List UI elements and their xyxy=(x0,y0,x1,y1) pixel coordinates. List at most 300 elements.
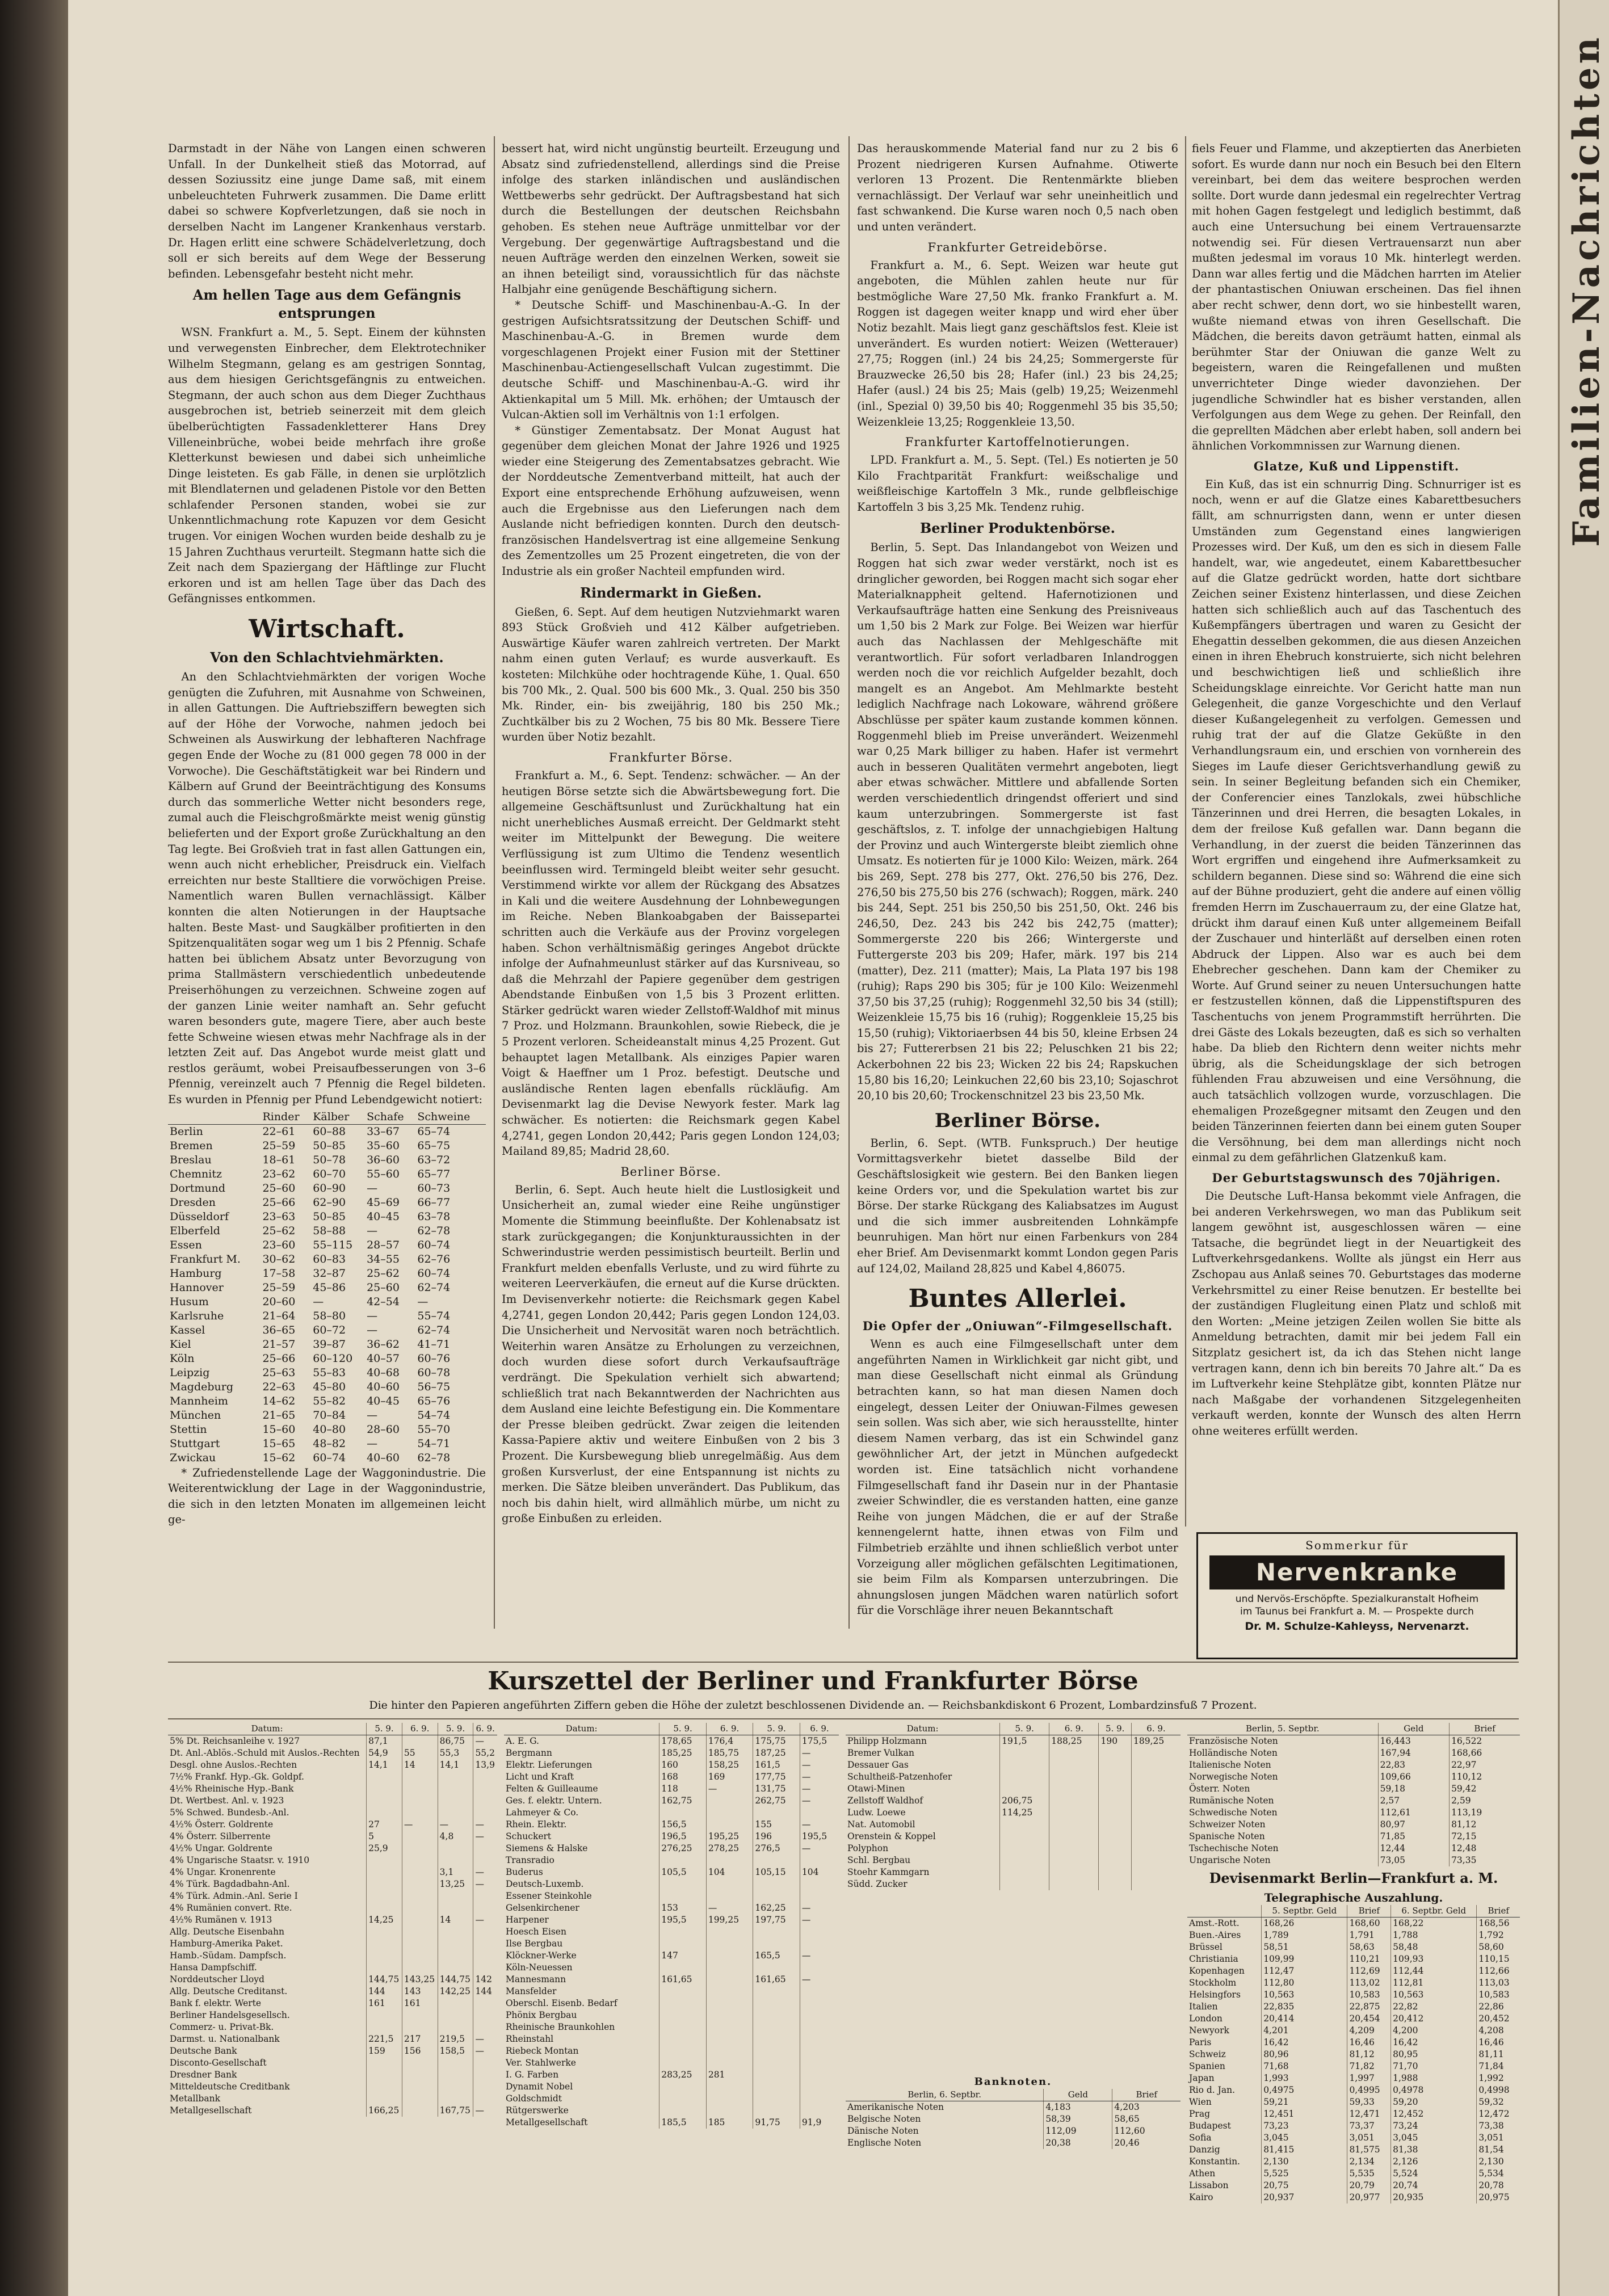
kurs-row xyxy=(168,1735,497,1748)
kurs-row-cell xyxy=(753,1807,800,1819)
devisen-row-cell: 2,134 xyxy=(1347,2156,1391,2168)
cattle-table-row-cell: 62–90 xyxy=(313,1196,346,1209)
cattle-table-row-cell: Dortmund xyxy=(170,1181,226,1195)
cattle-table-row-cell: 60–78 xyxy=(417,1366,451,1379)
kurs-row-cell xyxy=(659,2057,707,2069)
devisen-row-cell: 58,51 xyxy=(1262,1941,1347,1953)
devisen-row-cell: Lissabon xyxy=(1189,2180,1229,2190)
kurs-row-cell xyxy=(473,1855,497,1866)
kurs-row-cell xyxy=(800,2057,839,2069)
kurs-row-cell xyxy=(659,1926,707,1938)
devisen-row-cell: 10,563 xyxy=(1262,1989,1347,2001)
devisen-row-cell: 5,534 xyxy=(1477,2168,1520,2180)
produkten-article: Berlin, 5. Sept. Das Inlandangebot von Weizen und Roggen hat sich zwar weder verstärkt, noch ist es dringlicher geworden, bei Roggen macht sich sogar eher Materialknappheit geltend. Hafernotizionen und Verkaufsaufträge hatten eine Senkung des Preisniveaus um 1,50 bis 2 Mark zur Folge. Bei Weizen war hierfür auch das Nachlassen der Mehlgeschäfte mit verantwortlich. Für sofort verladbaren Inlandroggen werden noch die vor reichlich Aufgelder bezahlt, doch mangelt es an Angebot. Am Mehlmarkte besteht lediglich Nachfrage nach Lokoware, während größere Abschlüsse per später kaum zustande kommen können. Roggenmehl blieb im Preise unverändert. Weizenmehl war 0,25 Mark billiger zu haben. Hafer ist vermehrt auch in besseren Qualitäten vermehrt angeboten, liegt aber etwas schwächer. Mittlere und abfallende Sorten werden verschiedentlich dringendst offeriert und sind kaum unterzubringen. Sommergerste ist fast geschäftslos, z. T. infolge der unnachgiebigen Haltung der Provinz und auch Wintergerste bleibt ziemlich ohne Umsatz. Es notierten für je 1000 Kilo: Weizen, märk. 264 bis 269, Sept. 278 bis 277, Okt. 276,50 bis 276, Dez. 276,50 bis 275,50 bis 276 (schwach); Roggen, märk. 240 bis 244, Sept. 251 bis 250,50 bis 251,50, Okt. 246 bis 246,50, Dez. 243 bis 242 bis 242,75 (matter); Sommergerste 220 bis 266; Wintergerste und Futtergerste 203 bis 209; Hafer, märk. 197 bis 214 (matter), Dez. 211 (matter); Mais, La Plata 197 bis 198 (ruhig); Raps 290 bis 305; für je 100 Kilo: Weizenmehl 37,50 bis 37,25 (ruhig); Roggenmehl 32,50 bis 34 (still); Weizenkleie 15,75 bis 16 (ruhig); Roggenkleie 15,25 bis 15,50 (ruhig); Viktoriaerbsen 44 bis 50, kleine Erbsen 24 bis 27; Futtererbsen 21 bis 22; Peluschken 21 bis 22; Ackerbohnen 22 bis 23; Wicken 22 bis 24; Rapskuchen 15,80 bis 16,20; Leinkuchen 22,60 bis 23,10; Sojaschrot 20,10 bis 20,60; Trockenschnitzel 23 bis 23,50 Mk. xyxy=(857,541,1178,1103)
kurs-row-cell: Commerz- u. Privat-Bk. xyxy=(170,2022,274,2032)
kurs-row-cell xyxy=(438,2009,473,2021)
cattle-table-header: Schafe xyxy=(365,1110,415,1125)
cattle-table-header xyxy=(168,1110,261,1125)
devisen-row-cell: 2,130 xyxy=(1262,2156,1347,2168)
cattle-table-row-cell: 35–60 xyxy=(367,1139,400,1152)
cattle-table-row-cell: — xyxy=(367,1309,378,1322)
kurs-row-cell: Bremer Vulkan xyxy=(847,1748,914,1758)
kurs-row-cell: 160 xyxy=(659,1759,707,1771)
cattle-table-row-cell: 25–66 xyxy=(262,1352,296,1365)
sorten-row-cell: Österr. Noten xyxy=(1189,1784,1250,1794)
kurs-header-row-cell: Datum: xyxy=(846,1723,1000,1735)
kurs-row-cell: 278,25 xyxy=(706,1843,753,1855)
kurs-row xyxy=(168,1771,497,1783)
sorten-row-cell: 109,66 xyxy=(1378,1771,1449,1783)
cattle-table-row-cell: 62–78 xyxy=(417,1451,451,1464)
kurs-row-cell: 199,25 xyxy=(706,1914,753,1926)
cattle-table-row-cell: 30–62 xyxy=(262,1252,296,1265)
devisen-row xyxy=(1187,2144,1520,2156)
sorten-row-cell: 59,18 xyxy=(1378,1783,1449,1795)
sorten-header-cell: Berlin, 5. Septbr. xyxy=(1187,1723,1378,1735)
kurs-row-cell: Oberschl. Eisenb. Bedarf xyxy=(506,1998,617,2008)
sorten-row xyxy=(1187,1819,1520,1831)
sorten-row-cell: 12,44 xyxy=(1378,1843,1449,1855)
kurs-row-cell xyxy=(367,1855,402,1866)
kurs-row-cell: 166,25 xyxy=(367,2105,402,2117)
devisen-row-cell: 20,78 xyxy=(1477,2180,1520,2192)
devisen-row-cell: 10,583 xyxy=(1347,1989,1391,2001)
kurs-row xyxy=(504,2045,839,2057)
cattle-table-row xyxy=(168,1380,486,1394)
cattle-table-row-cell: — xyxy=(367,1181,378,1195)
kurs-row-cell xyxy=(402,1807,438,1819)
kurs-row-cell xyxy=(800,1855,839,1866)
kurs-row-cell: 165,5 xyxy=(753,1950,800,1962)
devisen-row-cell: Danzig xyxy=(1189,2144,1220,2155)
kurs-row-cell: 156 xyxy=(402,2045,438,2057)
kurs-row-cell: Darmst. u. Nationalbank xyxy=(170,2034,280,2044)
devisen-row-cell: 112,80 xyxy=(1262,1977,1347,1989)
section-title-buntes: Buntes Allerlei. xyxy=(908,1284,1127,1314)
sorten-row xyxy=(1187,1747,1520,1759)
kurs-row-cell xyxy=(800,1878,839,1890)
cattle-table-row-cell: 36–65 xyxy=(262,1323,296,1336)
devisen-row xyxy=(1187,1989,1520,2001)
kurs-row-cell: 142,25 xyxy=(438,1986,473,1998)
kurs-row-cell: Ludw. Loewe xyxy=(847,1807,906,1818)
kurs-row-cell: — xyxy=(800,1795,839,1807)
banknoten-row-cell: 112,09 xyxy=(1044,2125,1112,2137)
kurs-row xyxy=(168,1878,497,1890)
kurs-row-cell: Ges. f. elektr. Untern. xyxy=(506,1795,602,1806)
kurs-row-cell: — xyxy=(800,1914,839,1926)
devisen-row-cell: 22,875 xyxy=(1347,2001,1391,2013)
devisen-row-cell: 4,209 xyxy=(1347,2025,1391,2037)
kurs-row-cell xyxy=(800,1998,839,2009)
devisen-row xyxy=(1187,1953,1520,1965)
kurs-row xyxy=(168,1950,497,1962)
kurs-row-cell: — xyxy=(800,1771,839,1783)
section-title-economy: Wirtschaft. xyxy=(249,615,405,644)
devisen-row-cell: 0,4998 xyxy=(1477,2084,1520,2096)
kurs-row xyxy=(504,2069,839,2081)
sorten-row-cell: Ungarische Noten xyxy=(1189,1855,1271,1865)
kurs-row-cell xyxy=(1000,1878,1049,1890)
cattle-table-row xyxy=(168,1139,486,1153)
kurs-row xyxy=(504,2009,839,2021)
devisen-row xyxy=(1187,2168,1520,2180)
kurs-row xyxy=(168,1986,497,1998)
kurs-row-cell xyxy=(402,2105,438,2117)
kurs-row xyxy=(846,1855,1181,1866)
sorten-row xyxy=(1187,1855,1520,1866)
kurs-row xyxy=(168,2081,497,2093)
kurs-row-cell xyxy=(1049,1771,1099,1783)
devisen-row-cell: 168,60 xyxy=(1347,1917,1391,1930)
cattle-table-row-cell: 14–62 xyxy=(262,1394,296,1407)
kurs-row-cell xyxy=(1099,1807,1132,1819)
devisen-row-cell: 20,75 xyxy=(1262,2180,1347,2192)
ad-top: Sommerkur für xyxy=(1305,1538,1409,1552)
devisen-row-cell: 20,74 xyxy=(1391,2180,1477,2192)
devisen-row-cell: 81,415 xyxy=(1262,2144,1347,2156)
sorten-row-cell: 112,61 xyxy=(1378,1807,1449,1819)
kurs-table-2 xyxy=(504,1723,839,2279)
devisen-row xyxy=(1187,2072,1520,2084)
adjacent-page-edge xyxy=(1558,0,1609,2296)
devisen-row-cell: 71,68 xyxy=(1262,2060,1347,2072)
kurs-row-cell: 114,25 xyxy=(1000,1807,1049,1819)
kurs-row-cell xyxy=(367,1878,402,1890)
kurs-row xyxy=(846,1819,1181,1831)
devisen-row xyxy=(1187,2156,1520,2168)
sorten-row-cell: Tschechische Noten xyxy=(1189,1843,1279,1853)
kurs-row-cell: Hamburg-Amerika Paket. xyxy=(170,1938,283,1949)
kurs-row-cell xyxy=(402,1866,438,1878)
advertisement-nervenkranke xyxy=(1196,1532,1518,1659)
banknoten-row-cell: 112,60 xyxy=(1112,2125,1181,2137)
devisen-row-cell: 20,454 xyxy=(1347,2013,1391,2025)
kurs-row-cell: 185 xyxy=(706,2117,753,2129)
kurs-row xyxy=(168,2045,497,2057)
banknoten-row-cell: 58,65 xyxy=(1112,2113,1181,2125)
devisen-row xyxy=(1187,2037,1520,2049)
kurs-row-cell xyxy=(402,1843,438,1855)
devisen-row-cell: 58,63 xyxy=(1347,1941,1391,1953)
kurs-row-cell: 4% Österr. Silberrente xyxy=(170,1831,271,1841)
kurs-row-cell: Dresdner Bank xyxy=(170,2070,237,2080)
devisen-row-cell: 22,835 xyxy=(1262,2001,1347,2013)
kurs-row-cell: Rheinstahl xyxy=(506,2034,554,2044)
kurs-row-cell: 221,5 xyxy=(367,2033,402,2045)
devisen-row-cell: Christiania xyxy=(1189,1954,1238,1964)
headline-cattle-markets: Von den Schlachtviehmärkten. xyxy=(210,649,444,666)
kurs-row-cell: Dt. Wertbest. Anl. v. 1923 xyxy=(170,1795,284,1806)
kurs-row-cell xyxy=(706,1926,753,1938)
kurs-row-cell xyxy=(1132,1843,1181,1855)
cattle-table-row-cell: 22–63 xyxy=(262,1380,296,1393)
kurs-row-cell: Schuckert xyxy=(506,1831,552,1841)
kurs-row xyxy=(504,1759,839,1771)
kurs-row-cell: 162,25 xyxy=(753,1902,800,1914)
kurs-row-cell xyxy=(659,1807,707,1819)
devisen-row-cell: 12,452 xyxy=(1391,2108,1477,2120)
banknoten-block xyxy=(846,2071,1181,2149)
devisen-row-cell: 80,95 xyxy=(1391,2049,1477,2060)
kurs-row-cell xyxy=(473,1962,497,1974)
kurs-row-cell: Elektr. Lieferungen xyxy=(506,1760,593,1770)
kurs-row-cell xyxy=(1000,1819,1049,1831)
kurs-row-cell: 144,75 xyxy=(367,1974,402,1986)
kurs-row-cell: Ilse Bergbau xyxy=(506,1938,563,1949)
kurs-row-cell: 185,75 xyxy=(706,1747,753,1759)
kurs-row-cell xyxy=(1099,1831,1132,1843)
kurs-row-cell: 5% Schwed. Bundesb.-Anl. xyxy=(170,1807,289,1818)
cattle-table-row xyxy=(168,1210,486,1224)
kurs-row-cell xyxy=(800,1962,839,1974)
kurs-row-cell: Goldschmidt xyxy=(506,2093,562,2104)
cattle-table-row-cell: 60–72 xyxy=(313,1323,346,1336)
devisen-row-cell: 81,12 xyxy=(1347,2049,1391,2060)
cattle-table-row-cell: 60–88 xyxy=(313,1125,346,1138)
cattle-table-row-cell: 55–70 xyxy=(417,1423,451,1436)
kurs-row xyxy=(168,1890,497,1902)
kurs-header-row-cell: 5. 9. xyxy=(1099,1723,1132,1735)
kurs-row-cell xyxy=(800,1926,839,1938)
kurs-row-cell: Hamb.-Südam. Dampfsch. xyxy=(170,1950,287,1961)
sorten-row xyxy=(1187,1843,1520,1855)
kurs-row-cell: 55 xyxy=(402,1747,438,1759)
waggon-industry-note: * Zufriedenstellende Lage der Waggonindustrie. Die Weiterentwicklung der Lage in der Waggonindustrie, die sich in den letzten Monaten im allgemeinen leicht ge- xyxy=(168,1466,486,1527)
zement-note: * Günstiger Zementabsatz. Der Monat August hat gegenüber dem gleichen Monat der Jahre 1926 und 1925 wieder eine Steigerung des Zementabsatzes gebracht. Wie der Norddeutsche Zementverband mitteilt, hat auch der Export eine entsprechende Erhöhung aufzuweisen, wenn auch die Ergebnisse aus den Lieferungen nach dem Auslande nicht befriedigen konnten. Durch den deutsch-französischen Handelsvertrag ist eine allgemeine Senkung des Zementzolles um 25 Prozent eingetreten, die von der Industrie als ein großer Nachteil empfunden wird. xyxy=(502,423,840,578)
banknoten-row-cell: Englische Noten xyxy=(847,2138,922,2148)
devisen-row-cell: 0,4978 xyxy=(1391,2084,1477,2096)
kurs-row-cell xyxy=(706,2033,753,2045)
cattle-table-row-cell: Stettin xyxy=(170,1423,207,1436)
kurs-header-row-cell: Datum: xyxy=(504,1723,659,1735)
kurs-row-cell xyxy=(402,2009,438,2021)
kurs-row-cell xyxy=(438,1962,473,1974)
kurs-row-cell: 167,75 xyxy=(438,2105,473,2117)
devisen-row xyxy=(1187,2025,1520,2037)
kurs-row xyxy=(504,1998,839,2009)
cattle-table-row-cell: 63–78 xyxy=(417,1210,451,1223)
kurs-row-cell: 143 xyxy=(402,1986,438,1998)
kurs-row-cell xyxy=(438,1795,473,1807)
kurs-row-cell: Transradio xyxy=(506,1855,554,1865)
kurs-row-cell xyxy=(1049,1819,1099,1831)
devisen-row-cell: 5,525 xyxy=(1262,2168,1347,2180)
devisen-row-cell: 1,993 xyxy=(1262,2072,1347,2084)
devisen-row-cell: 3,045 xyxy=(1391,2132,1477,2144)
kurs-row-cell: Orenstein & Koppel xyxy=(847,1831,936,1841)
kurs-row-cell xyxy=(753,1986,800,1998)
kurs-row-cell xyxy=(1000,1855,1049,1866)
cattle-table-row-cell: 60–120 xyxy=(313,1352,353,1365)
kurs-row xyxy=(168,1974,497,1986)
kurs-row-cell xyxy=(367,2021,402,2033)
cattle-table-row-cell: 65–75 xyxy=(417,1139,451,1152)
cattle-table-row-cell: 60–70 xyxy=(313,1167,346,1180)
kurs-row-cell: 195,5 xyxy=(659,1914,707,1926)
kurs-row-cell xyxy=(1000,1843,1049,1855)
kurs-row-cell: 169 xyxy=(706,1771,753,1783)
devisen-row-cell: 110,15 xyxy=(1477,1953,1520,1965)
cattle-table-row-cell: Mannheim xyxy=(170,1394,228,1407)
sorten-row-cell: 167,94 xyxy=(1378,1747,1449,1759)
kurs-row-cell xyxy=(473,1902,497,1914)
kurs-row-cell: 185,5 xyxy=(659,2117,707,2129)
kurs-row xyxy=(846,1807,1181,1819)
kurs-row-cell xyxy=(367,1807,402,1819)
kurs-row-cell: Otawi-Minen xyxy=(847,1784,905,1794)
cattle-table-row-cell: 65–77 xyxy=(417,1167,451,1180)
cattle-table-row-cell: 45–80 xyxy=(313,1380,346,1393)
kurs-row-cell: Disconto-Gesellschaft xyxy=(170,2058,267,2068)
kurs-row-cell: — xyxy=(800,1783,839,1795)
devisen-row-cell: 20,937 xyxy=(1262,2192,1347,2204)
devisen-row-cell: 168,56 xyxy=(1477,1917,1520,1930)
cattle-market-article: An den Schlachtviehmärkten der vorigen Woche genügten die Zufuhren, mit Ausnahme von Schweinen, in allen Gattungen. Die Auftriebsziffern bewegten sich auf der Höhe der Vorwoche, nahmen jedoch bei Schweinen als Auswirkung der lebhafteren Nachfrage gegen Ende der Woche zu (81 000 gegen 78 000 in der Vorwoche). Die Geschäftstätigkeit war bei Rindern und Kälbern auf Grund der Beeinträchtigung des Konsums durch das sommerliche Wetter nicht besonders rege, zumal auch die Fleischgroßmärkte meist wenig günstig belieferten und der Export große Zurückhaltung an den Tag legte. Bei Großvieh trat in fast allen Gattungen ein, wenn auch nicht erheblicher, Preisdruck ein. Vielfach erreichten nur beste Stalltiere die vorwöchigen Preise. Namentlich waren Bullen vernachlässigt. Kälber konnten die alten Notierungen in der Hauptsache halten. Beste Mast- und Saugkälber profitierten in den Spitzenqualitäten sogar weg um 1 bis 2 Pfennig. Schafe hatten bei üblichem Absatz unter Bevorzugung von prima Stallmästern verschiedentlich unbedeutende Preiserhöhungen zu verzeichnen. Schweine zogen auf der ganzen Linie weiter namhaft an. Sehr gefucht waren besonders gute, magere Tiere, aber auch beste fette Schweine wiesen etwas mehr Nachfrage als in der letzten Zeit auf. Das Angebot wurde meist glatt und restlos geräumt, wobei Preisaufbesserungen von 3–6 Pfennig, vereinzelt auch 7 Pfennig die Regel bildeten. Es wurden in Pfennig per Pfund Lebendgewicht notiert: xyxy=(168,670,486,1107)
kurs-row-cell xyxy=(367,2081,402,2093)
kurs-row-cell: 54,9 xyxy=(367,1747,402,1759)
kurs-row-cell xyxy=(367,1866,402,1878)
kurs-row-cell xyxy=(1132,1795,1181,1807)
kurs-header-row xyxy=(846,1723,1181,1735)
kurs-row-cell xyxy=(1132,1771,1181,1783)
devisen-row-cell: 22,86 xyxy=(1477,2001,1520,2013)
kurs-row-cell: — xyxy=(473,1735,497,1748)
kurs-row-cell xyxy=(1049,1759,1099,1771)
devisen-row xyxy=(1187,1917,1520,1930)
kurs-row-cell xyxy=(659,2093,707,2105)
kurs-header-row-cell: 5. 9. xyxy=(438,1723,473,1735)
devisen-row-cell: 20,935 xyxy=(1391,2192,1477,2204)
devisen-row-cell: 73,23 xyxy=(1262,2120,1347,2132)
kurs-row-cell: 55,3 xyxy=(438,1747,473,1759)
kurs-row-cell xyxy=(1132,1759,1181,1771)
kurs-row-cell xyxy=(706,1998,753,2009)
kurs-row-cell: Polyphon xyxy=(847,1843,889,1853)
kurs-row xyxy=(168,1831,497,1843)
cattle-table-row xyxy=(168,1124,486,1139)
kurs-row-cell: Norddeutscher Lloyd xyxy=(170,1974,264,1984)
devisen-row-cell: 71,82 xyxy=(1347,2060,1391,2072)
kurs-row-cell: Zellstoff Waldhof xyxy=(847,1795,923,1806)
devisen-row-cell: 10,583 xyxy=(1477,1989,1520,2001)
cattle-table-row-cell: 15–62 xyxy=(262,1451,296,1464)
cattle-table-row-cell: 65–76 xyxy=(417,1394,451,1407)
kurs-row xyxy=(168,2033,497,2045)
kurs-row-cell: Buderus xyxy=(506,1867,543,1877)
cattle-table-row-cell: 55–83 xyxy=(313,1366,346,1379)
kurs-row xyxy=(168,2093,497,2105)
devisen-row-cell: 112,47 xyxy=(1262,1965,1347,1977)
cattle-table-row-cell: 25–59 xyxy=(262,1281,296,1294)
kurs-row xyxy=(846,1783,1181,1795)
kurs-row-cell xyxy=(367,1902,402,1914)
kurs-row-cell: 13,25 xyxy=(438,1878,473,1890)
kurs-row-cell: — xyxy=(800,1974,839,1986)
sorten-row-cell: Norwegische Noten xyxy=(1189,1772,1278,1782)
headline-giessen: Rindermarkt in Gießen. xyxy=(580,584,762,601)
kurs-row xyxy=(504,2081,839,2093)
kurs-row-cell xyxy=(753,2069,800,2081)
kurs-row-cell xyxy=(367,2093,402,2105)
kurs-row-cell xyxy=(1132,1855,1181,1866)
cattle-table-row-cell: 40–60 xyxy=(367,1451,400,1464)
kurs-row-cell: Dt. Anl.-Ablös.-Schuld mit Auslos.-Rechten xyxy=(170,1748,360,1758)
kurs-row-cell xyxy=(1132,1747,1181,1759)
devisen-row-cell: 20,975 xyxy=(1477,2192,1520,2204)
kurs-row-cell: 276,25 xyxy=(659,1843,707,1855)
devisen-row-cell: Budapest xyxy=(1189,2121,1231,2131)
kurs-row-cell xyxy=(1099,1843,1132,1855)
kurs-row-cell xyxy=(473,1807,497,1819)
kurs-row-cell: Allg. Deutsche Eisenbahn xyxy=(170,1927,284,1937)
banknoten-row-cell: Amerikanische Noten xyxy=(847,2102,944,2112)
kurs-row-cell xyxy=(659,2021,707,2033)
cattle-table-row-cell: 58–88 xyxy=(313,1224,346,1237)
cattle-table-row-cell: Magdeburg xyxy=(170,1380,233,1393)
cattle-table-row-cell: 60–90 xyxy=(313,1181,346,1195)
devisen-row-cell: Amst.-Rott. xyxy=(1189,1918,1240,1928)
kurs-row-cell xyxy=(800,2093,839,2105)
book-binding xyxy=(0,0,68,2296)
kurs-row-cell: Köln-Neuessen xyxy=(506,1962,573,1973)
kurs-row-cell xyxy=(367,1938,402,1950)
cattle-table-row-cell: 32–87 xyxy=(313,1267,346,1280)
kurs-row-cell xyxy=(800,1890,839,1902)
kurs-header-row-cell: 5. 9. xyxy=(1000,1723,1049,1735)
kurs-row-cell xyxy=(367,2069,402,2081)
devisen-row-cell: 73,37 xyxy=(1347,2120,1391,2132)
cattle-table-row-cell: 50–78 xyxy=(313,1153,346,1166)
devisen-row-cell: Newyork xyxy=(1189,2025,1229,2036)
cattle-table-row-cell: 66–77 xyxy=(417,1196,451,1209)
kurs-row xyxy=(168,1855,497,1866)
kurs-row-cell: 4½% Ungar. Goldrente xyxy=(170,1843,272,1853)
devisen-row-cell: 20,412 xyxy=(1391,2013,1477,2025)
cattle-table-row-cell: 63–72 xyxy=(417,1153,451,1166)
kurs-row xyxy=(504,1747,839,1759)
kurs-row-cell: 217 xyxy=(402,2033,438,2045)
headline-oniuwan: Die Opfer der „Oniuwan“-Filmgesellschaft. xyxy=(862,1319,1173,1334)
kurs-row xyxy=(168,2069,497,2081)
kurs-header-row-cell: 5. 9. xyxy=(659,1723,707,1735)
kurs-row-cell: 219,5 xyxy=(438,2033,473,2045)
kurs-row-cell: Metallbank xyxy=(170,2093,220,2104)
kurs-row xyxy=(504,1890,839,1902)
devisen-row-cell: 71,84 xyxy=(1477,2060,1520,2072)
kurs-row xyxy=(846,1771,1181,1783)
kurs-row-cell xyxy=(367,1950,402,1962)
kurs-row-cell: 281 xyxy=(706,2069,753,2081)
devisen-row-cell: 5,524 xyxy=(1391,2168,1477,2180)
sorten-row-cell: Schwedische Noten xyxy=(1189,1807,1278,1818)
kurs-row-cell: Mannesmann xyxy=(506,1974,566,1984)
devisen-row-cell: 80,96 xyxy=(1262,2049,1347,2060)
kurs-row-cell: 4½% Rumänen v. 1913 xyxy=(170,1915,272,1925)
devisen-row-cell: 109,99 xyxy=(1262,1953,1347,1965)
kurs-row-cell xyxy=(659,1878,707,1890)
cattle-table-row-cell: 21–65 xyxy=(262,1408,296,1422)
kurs-row-cell: 196,5 xyxy=(659,1831,707,1843)
kurs-row xyxy=(168,1759,497,1771)
cattle-table-row-cell: — xyxy=(417,1295,428,1308)
sorten-row-cell: 2,59 xyxy=(1450,1795,1520,1807)
cattle-table-row-cell: Bremen xyxy=(170,1139,213,1152)
devisen-row-cell: 3,045 xyxy=(1262,2132,1347,2144)
kurs-row xyxy=(504,2033,839,2045)
kurs-row-cell xyxy=(402,1855,438,1866)
kurs-row-cell xyxy=(438,1926,473,1938)
